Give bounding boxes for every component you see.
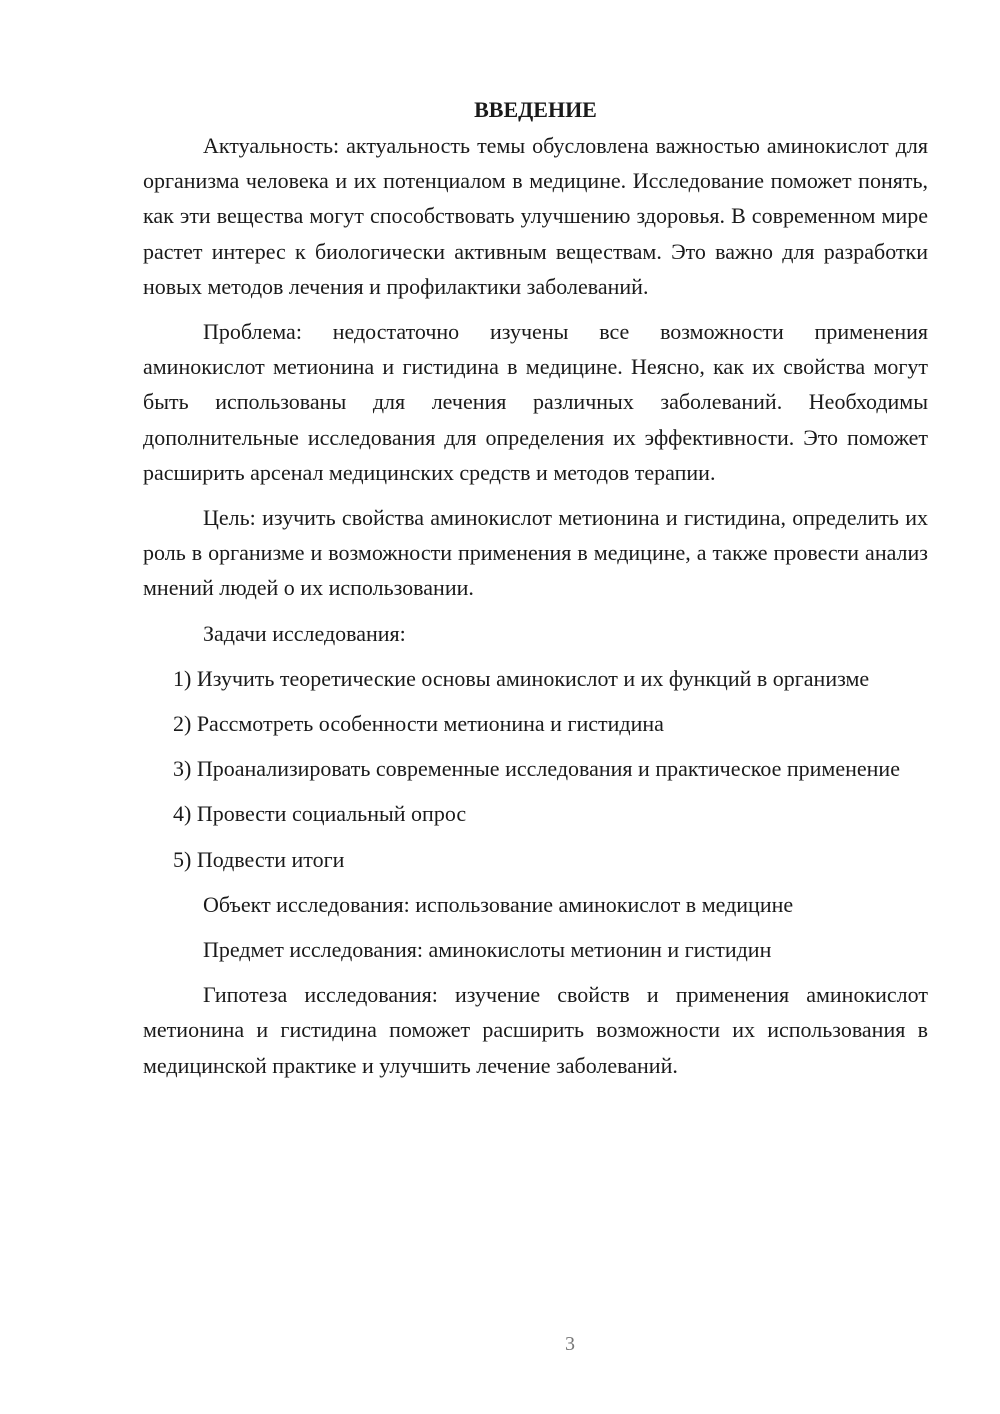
tasks-list (143, 661, 928, 877)
paragraph-problem: Проблема: недостаточно изучены все возможности применения аминокислот метионина и гистидина в медицине. Неясно, как их свойства могут быть использованы для лечения различных заболеваний. Необходимы дополнительные исследования для определения их эффективности. Это поможет расширить арсенал медицинских средств и методов терапии. (143, 319, 928, 485)
list-item: 5) Подвести итоги (173, 846, 345, 872)
document-page (143, 92, 928, 1093)
paragraph-relevance: Актуальность: актуальность темы обусловлена важностью аминокислот для организма человека и их потенциалом в медицине. Исследование поможет понять, как эти вещества могут способствовать улучшению здоровья. В современном мире растет интерес к биологически активным веществам. Это важно для разработки новых методов лечения и профилактики заболеваний. (143, 133, 928, 299)
list-item: 2) Рассмотреть особенности метионина и гистидина (173, 711, 664, 737)
section-heading: ВВЕДЕНИЕ (474, 97, 597, 122)
paragraph-hypothesis: Гипотеза исследования: изучение свойств и применения аминокислот метионина и гистидина поможет расширить возможности их использования в медицинской практике и улучшить лечение заболеваний. (143, 982, 928, 1078)
paragraph-tasks-heading: Задачи исследования: (203, 620, 406, 646)
list-item: 4) Провести социальный опрос (173, 801, 467, 827)
paragraph-object: Объект исследования: использование аминокислот в медицине (203, 891, 794, 917)
paragraph-subject: Предмет исследования: аминокислоты метионин и гистидин (203, 937, 772, 963)
list-item: 1) Изучить теоретические основы аминокислот и их функций в организме (173, 665, 870, 691)
paragraph-goal: Цель: изучить свойства аминокислот метионина и гистидина, определить их роль в организме и возможности применения в медицине, а также провести анализ мнений людей о их использовании. (143, 505, 928, 601)
list-item: 3) Проанализировать современные исследования и практическое применение (173, 756, 900, 782)
page-number: 3 (565, 1333, 575, 1355)
